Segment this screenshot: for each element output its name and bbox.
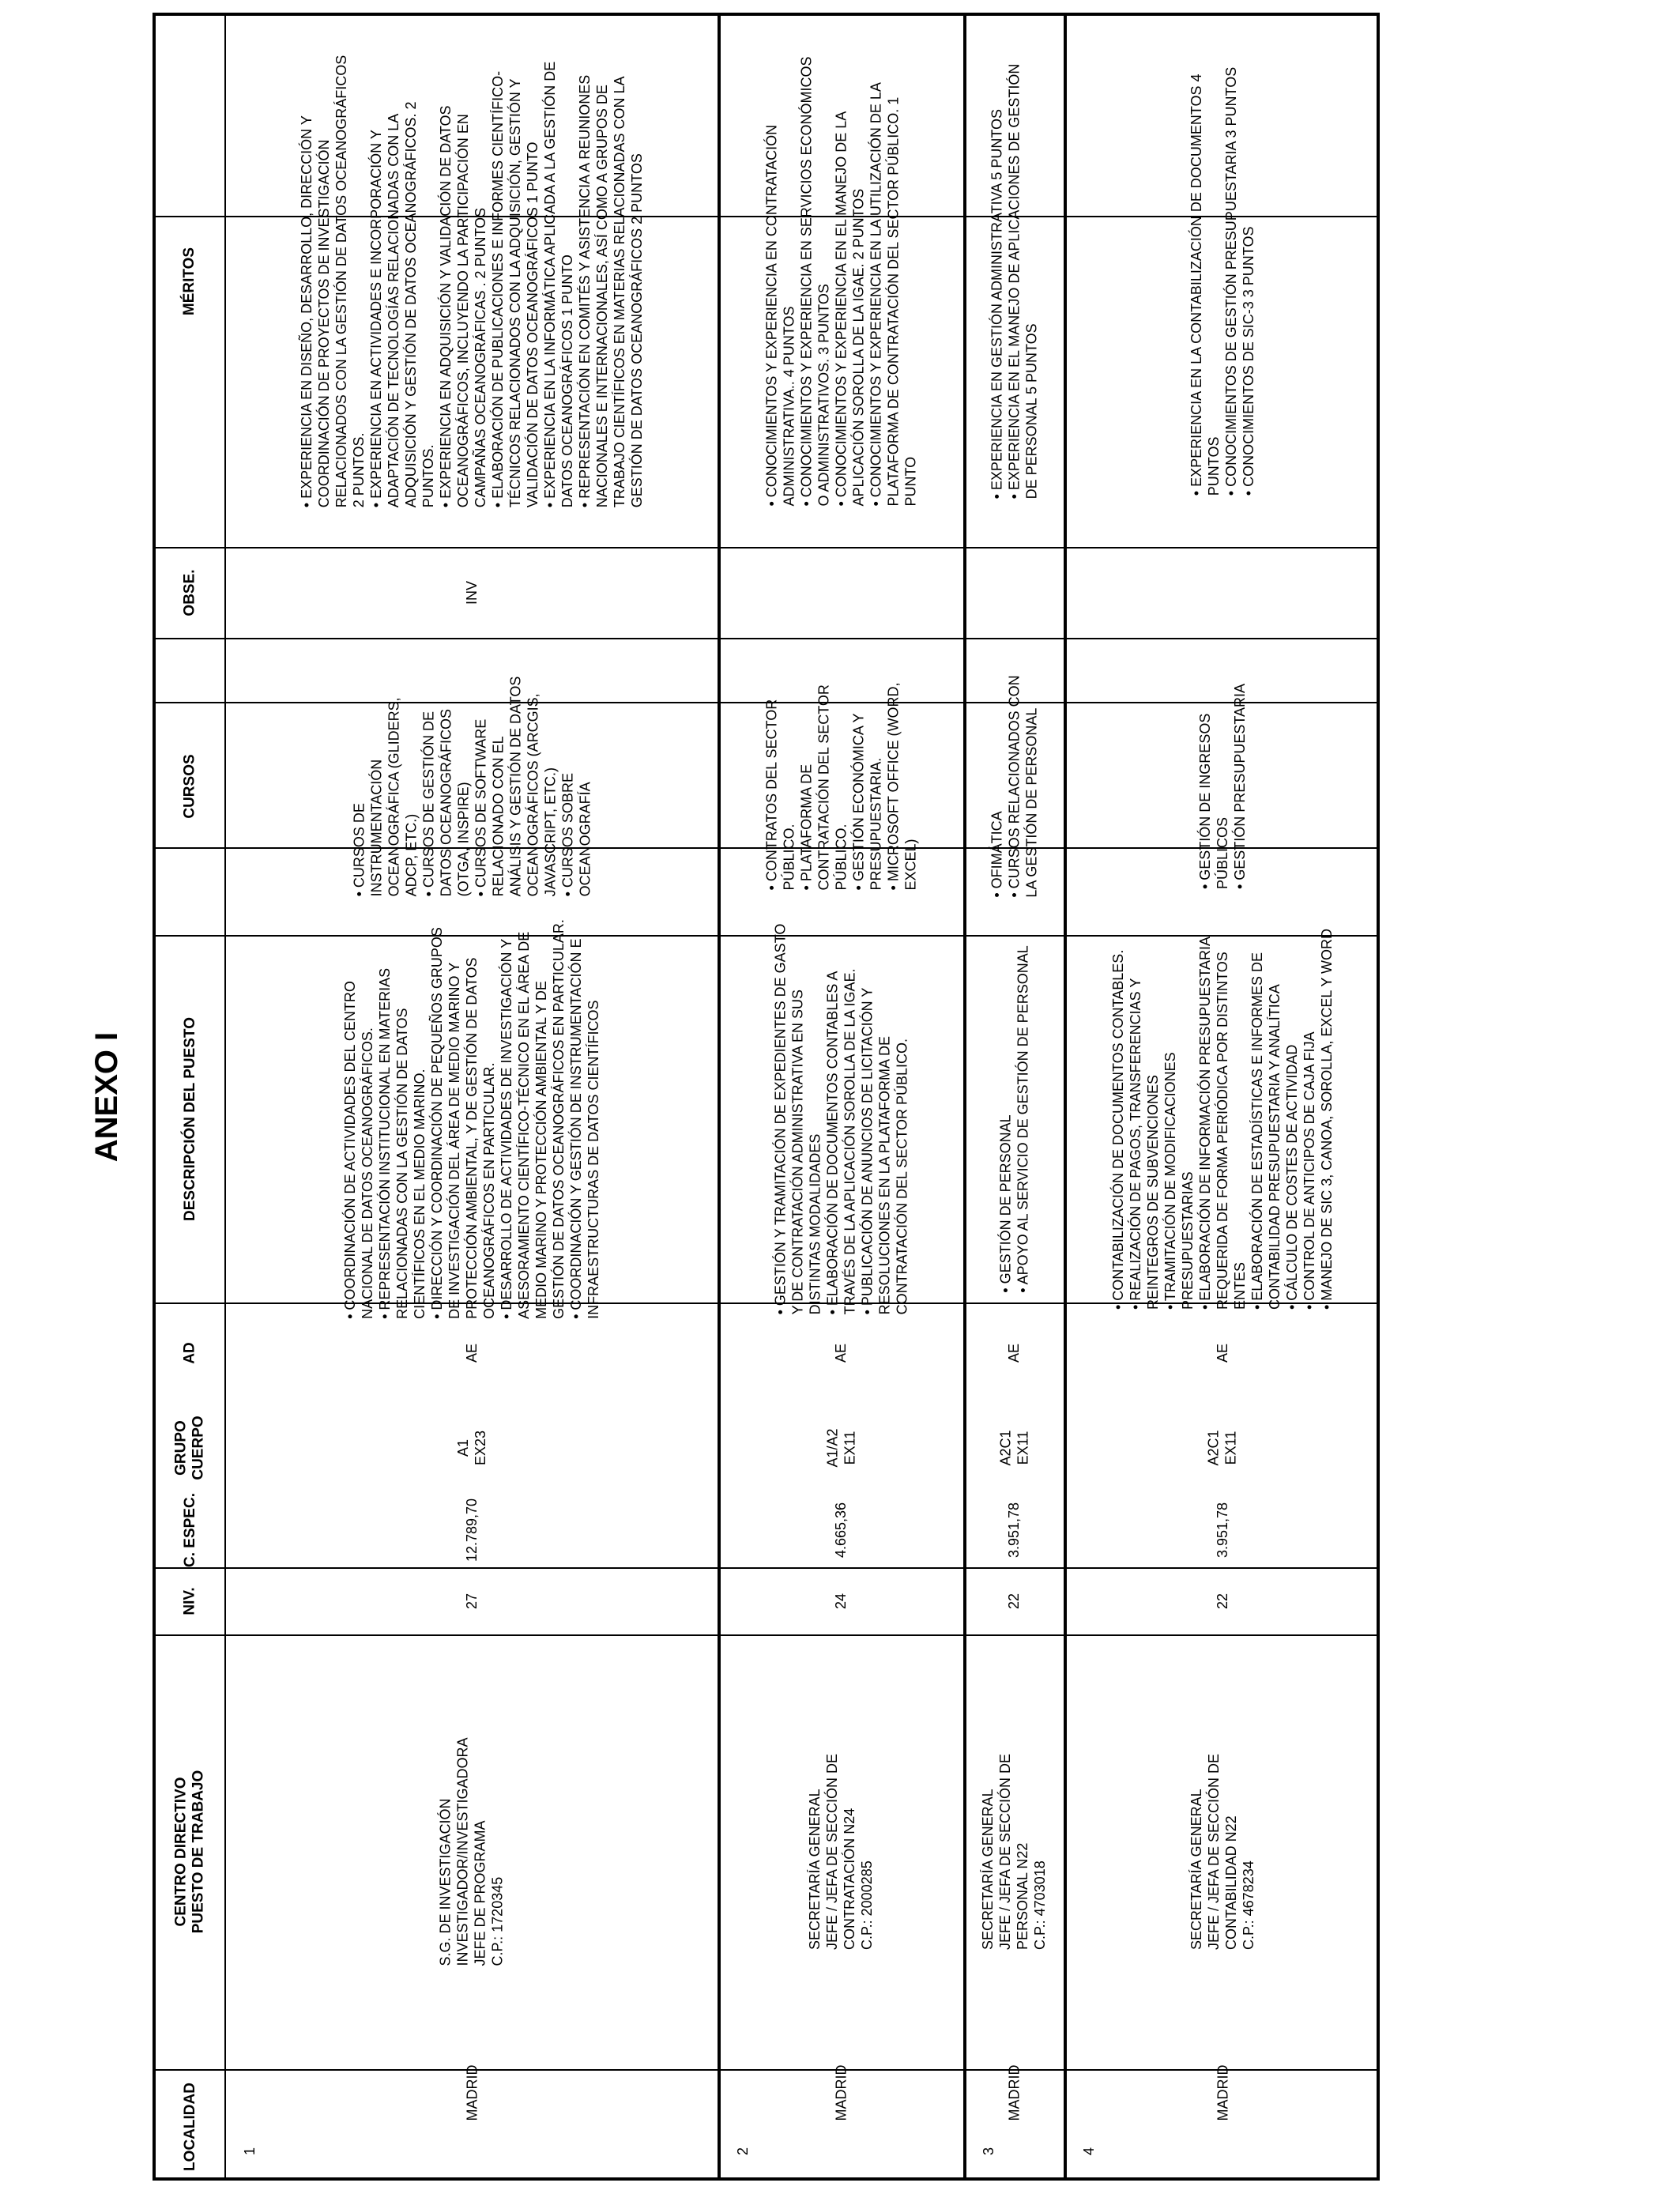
row-2-cespec: 4.665,36 <box>833 1502 849 1558</box>
row-1-grupo-line: EX23 <box>472 1430 488 1465</box>
row-1-meritos-line: • ELABORACIÓN DE PUBLICACIONES E INFORMES CIENTÍFICO- <box>489 70 506 508</box>
row-2-descripcion-line: Y DE CONTRATACIÓN ADMINISTRATIVA EN SUS <box>789 989 806 1314</box>
row-2-niv: 24 <box>833 1593 849 1609</box>
row-2-centro-line: C.P.: 2000285 <box>859 1860 876 1951</box>
row-4-descripcion-cell <box>1065 928 1380 1310</box>
row-4-niv: 22 <box>1215 1593 1230 1609</box>
row-4-centro-line: C.P.: 4678234 <box>1241 1860 1256 1951</box>
row-4-centro-line: JEFE / JEFA DE SECCIÓN DE <box>1206 1753 1222 1951</box>
row-1-meritos-line: • EXPERIENCIA EN ADQUISICIÓN Y VALIDACIÓN DE DATOS <box>437 105 454 508</box>
row-3-centro-line: C.P.: 4703018 <box>1032 1860 1049 1951</box>
row-1-grupo-cell <box>226 1403 718 1492</box>
row-1-cursos-cell <box>226 638 718 935</box>
row-2-cursos-line: • MICROSOFT OFFICE (WORD, <box>885 682 902 891</box>
row-1-obse-cell <box>226 547 718 638</box>
row-1-meritos-line: • REPRESENTACIÓN EN COMITÉS Y ASISTENCIA A REUNIONES <box>576 74 593 508</box>
row-1-meritos-line: • EXPERIENCIA EN ACTIVIDADES E INCORPORACIÓN Y <box>367 130 384 508</box>
header-grupo-label: GRUPO <box>172 1419 190 1476</box>
row-1-centro-cell <box>226 1634 718 2069</box>
row-2-descripcion-line: • GESTIÓN Y TRAMITACIÓN DE EXPEDIENTES DE GASTO <box>772 923 789 1314</box>
row-2-descripcion-line: DISTINTAS MODALIDADES <box>807 1133 823 1314</box>
row-2-centro-line: JEFE / JEFA DE SECCIÓN DE <box>824 1753 841 1951</box>
row-4-cursos-cell <box>1065 638 1380 935</box>
row-1-grupo-line: A1 <box>454 1438 471 1457</box>
row-4-cursos-line: • GESTIÓN PRESUPUESTARIA <box>1231 683 1248 890</box>
row-2-ad-cell <box>719 1302 963 1403</box>
row-3-cespec-cell <box>965 1492 1064 1567</box>
row-4-niv-cell <box>1065 1567 1380 1634</box>
row-3-meritos-line: • EXPERIENCIA EN GESTIÓN ADMINISTRATIVA 5 PUNTOS <box>989 108 1005 499</box>
row-4-grupo-line: EX11 <box>1223 1431 1239 1465</box>
row-4-cursos-line: PÚBLICOS <box>1214 816 1230 890</box>
row-1-descripcion-line: GESTIÓN DE DATOS OCEANOGRÁFICOS EN PARTICULAR. <box>551 918 567 1319</box>
header-meritos <box>156 16 224 547</box>
header-cespec <box>156 1492 224 1567</box>
header-descripcion <box>156 935 224 1302</box>
row-1-descripcion-line: RELACIONADAS CON LA GESTIÓN DE DATOS <box>394 1007 410 1319</box>
row-2-meritos-line: • CONOCIMIENTOS Y EXPERIENCIA EN SERVICIOS ECONÓMICOS <box>798 56 815 507</box>
row-3-centro-cell <box>965 1634 1064 2069</box>
page-title: ANEXO I <box>89 1031 124 1163</box>
row-1-cursos-line: OCEANOGRÁFICA (GLIDERS, <box>385 697 401 897</box>
row-4-descripcion-line: ENTES <box>1232 1261 1248 1310</box>
row-1-cursos-line: ADCP, ETC.) <box>402 813 419 897</box>
row-1-meritos-line: VALIDACIÓN DE DATOS OCEANOGRÁFICOS 1 PUNTO <box>524 141 541 508</box>
row-1-descripcion-line: PROTECCIÓN AMBIENTAL, Y DE GESTIÓN DE DATOS <box>464 956 480 1319</box>
row-1-cursos-line: JAVASCRIPT, ETC.) <box>541 767 558 897</box>
header-niv-label: NIV. <box>181 1586 198 1615</box>
row-1-meritos-cell <box>226 16 718 547</box>
row-1-cespec: 12.789,70 <box>463 1498 480 1562</box>
row-3-grupo-line: A2C1 <box>997 1429 1014 1466</box>
row-2-cursos-line: • GESTIÓN ECONÓMICA Y <box>850 713 867 891</box>
row-2-meritos-cell <box>719 16 963 547</box>
row-2-niv-cell <box>719 1567 963 1634</box>
row-2-descripcion-line: • ELABORACIÓN DE DOCUMENTOS CONTABLES A <box>824 971 841 1314</box>
row-4-descripcion-line: • CONTABILIZACIÓN DE DOCUMENTOS CONTABLES. <box>1110 949 1126 1310</box>
row-1-cespec-cell <box>226 1492 718 1567</box>
row-1-meritos-line: COORDINACIÓN DE PROYECTOS DE INVESTIGACIÓN <box>315 139 332 508</box>
row-1-num: 1 <box>241 2147 258 2155</box>
row-1-centro-line: INVESTIGADOR/INVESTIGADORA <box>454 1737 471 1966</box>
row-1-descripcion-line: INFRAESTRUCTURAS DE DATOS CIENTÍFICOS <box>586 1000 601 1319</box>
row-4-centro-cell <box>1065 1634 1380 2069</box>
header-descripcion-label: DESCRIPCIÓN DEL PUESTO <box>181 1016 198 1221</box>
row-4-descripcion-line: REINTEGROS DE SUBVENCIONES <box>1145 1074 1161 1310</box>
row-1-meritos-line: CAMPAÑAS OCEANOGRÁFICAS . 2 PUNTOS <box>472 207 488 508</box>
row-2-num: 2 <box>734 2147 751 2155</box>
row-4-meritos-line: • EXPERIENCIA EN LA CONTABILIZACIÓN DE DOCUMENTOS 4 <box>1188 74 1204 496</box>
row-1-descripcion-line: • COORDINACIÓN DE ACTIVIDADES DEL CENTRO <box>342 980 358 1319</box>
row-1-meritos-line: ADAPTACIÓN DE TECNOLOGÍAS RELACIONADAS CON LA <box>385 113 401 508</box>
row-1-meritos-line: RELACIONADOS CON LA GESTIÓN DE DATOS OCEANOGRÁFICOS <box>333 55 349 508</box>
row-1-ad: AE <box>463 1343 480 1363</box>
row-2-descripcion-line: RESOLUCIONES EN LA PLATAFORMA DE <box>876 1035 893 1314</box>
row-4-obse-cell <box>1065 547 1380 638</box>
header-cursos-label: CURSOS <box>181 754 198 819</box>
header-localidad <box>156 2069 224 2184</box>
row-3-meritos-cell <box>965 16 1064 547</box>
row-1-meritos-line: OCEANOGRÁFICOS, INCLUYENDO LA PARTICIPACIÓN EN <box>454 114 471 508</box>
header-niv <box>156 1567 224 1634</box>
row-4-descripcion-line: • TRAMITACIÓN DE MODIFICACIONES <box>1162 1051 1178 1310</box>
header-cuerpo-label: CUERPO <box>190 1415 207 1480</box>
row-4-meritos-line: • CONOCIMIENTOS DE GESTIÓN PRESUPUESTARIA 3 PUNTOS <box>1223 66 1239 496</box>
row-1-centro-line: C.P.: 1720345 <box>489 1876 506 1966</box>
row-2-grupo-line: EX11 <box>842 1431 858 1465</box>
row-1-cursos-line: • CURSOS DE GESTIÓN DE <box>420 711 436 897</box>
row-2-obse-cell <box>719 547 963 638</box>
row-4-num: 4 <box>1080 2147 1097 2155</box>
row-1-cursos-line: OCEANOGRÁFICOS (ARCGIS, <box>524 693 541 897</box>
row-4-centro-line: CONTABILIDAD N22 <box>1223 1815 1239 1951</box>
row-4-grupo-cell <box>1065 1403 1380 1492</box>
row-2-cursos-line: PRESUPUESTARIA. <box>868 757 884 891</box>
row-3-cespec: 3.951,78 <box>1006 1502 1023 1558</box>
row-2-meritos-line: O ADMINISTRATIVOS. 3 PUNTOS <box>816 284 832 507</box>
row-2-cursos-line: • CONTRATOS DEL SECTOR <box>763 699 780 891</box>
row-2-meritos-line: • CONOCIMIENTOS Y EXPERIENCIA EN CONTRATACIÓN <box>763 124 780 507</box>
row-3-meritos-line: DE PERSONAL 5 PUNTOS <box>1023 323 1040 499</box>
row-1-centro-line: JEFE DE PROGRAMA <box>472 1820 488 1966</box>
row-3-obse-cell <box>965 547 1064 638</box>
row-1-cursos-line: • CURSOS DE SOFTWARE <box>472 718 488 897</box>
anexo-table <box>153 13 1380 2181</box>
row-1-cursos-line: OCEANOGRAFÍA <box>576 782 593 897</box>
row-1-centro-line: S.G. DE INVESTIGACIÓN <box>437 1798 454 1966</box>
row-2-meritos-line: APLICACIÓN SOROLLA DE LA IGAE. 2 PUNTOS <box>850 188 867 507</box>
header-meritos-label: MÉRITOS <box>181 247 198 316</box>
row-2-cursos-line: PÚBLICO. <box>833 824 849 891</box>
row-2-num-cell <box>719 2118 767 2184</box>
row-2-localidad: MADRID <box>833 2064 849 2121</box>
row-1-descripcion-line: • COORDINACIÓN Y GESTIÓN DE INSTRUMENTACIÓN E <box>568 938 584 1319</box>
row-4-descripcion-line: • MANEJO DE SIC 3, CANOA, SOROLLA, EXCEL Y WORD <box>1319 928 1335 1310</box>
row-3-centro-line: JEFE / JEFA DE SECCIÓN DE <box>997 1753 1014 1951</box>
row-1-localidad: MADRID <box>464 2064 480 2121</box>
row-3-grupo-cell <box>965 1403 1064 1492</box>
row-2-centro-cell <box>719 1634 963 2069</box>
row-1-meritos-line: • EXPERIENCIA EN LA INFORMÁTICA APLICADA A LA GESTIÓN DE <box>541 61 558 508</box>
row-1-cursos-line: • CURSOS SOBRE <box>559 773 575 897</box>
row-2-cursos-line: • PLATAFORMA DE <box>798 763 815 891</box>
header-cursos <box>156 638 224 935</box>
header-obse <box>156 547 224 638</box>
row-4-meritos-cell <box>1065 16 1380 547</box>
row-4-descripcion-line: REQUERIDA DE FORMA PERIÓDICA POR DISTINTOS <box>1215 951 1230 1310</box>
row-4-centro-line: SECRETARÍA GENERAL <box>1188 1789 1204 1951</box>
row-4-descripcion-line: PRESUPUESTARIAS <box>1180 1171 1196 1310</box>
row-3-niv-cell <box>965 1567 1064 1634</box>
row-1-obse: INV <box>463 580 480 605</box>
row-1-cursos-line: ANÁLISIS Y GESTIÓN DE DATOS <box>507 676 523 897</box>
row-1-descripcion-line: • DESARROLLO DE ACTIVIDADES DE INVESTIGACIÓN Y <box>499 938 514 1319</box>
row-1-meritos-line: TRABAJO CIENTÍFICOS EN MATERIAS RELACIONADAS CON LA <box>611 76 627 508</box>
header-ad <box>156 1302 224 1403</box>
row-1-meritos-line: NACIONALES E INTERNACIONALES, ASÍ COMO A GRUPOS DE <box>593 85 610 508</box>
row-2-meritos-line: PLATAFORMA DE CONTRATACIÓN DEL SECTOR PÚBLICO. 1 <box>885 96 902 507</box>
header-ad-label: AD <box>181 1341 198 1364</box>
row-1-descripcion-cell <box>226 918 718 1319</box>
row-1-niv-cell <box>226 1567 718 1634</box>
row-3-centro-line: SECRETARÍA GENERAL <box>980 1789 996 1951</box>
row-2-cursos-line: CONTRATACIÓN DEL SECTOR <box>816 684 832 891</box>
row-4-num-cell <box>1065 2118 1113 2184</box>
row-1-descripcion-line: • REPRESENTACIÓN INSTITUCIONAL EN MATERIAS <box>377 967 393 1319</box>
row-4-descripcion-line: • CÁLCULO DE COSTES DE ACTIVIDAD <box>1284 1044 1300 1310</box>
row-2-centro-line: SECRETARÍA GENERAL <box>807 1789 823 1951</box>
row-1-descripcion-line: NACIONAL DE DATOS OCEANOGRÁFICOS. <box>360 1027 375 1319</box>
row-1-num-cell <box>226 2118 273 2184</box>
header-localidad-label: LOCALIDAD <box>181 2082 198 2171</box>
row-4-cespec: 3.951,78 <box>1214 1502 1230 1558</box>
row-3-cursos-line: • OFIMÁTICA <box>989 811 1005 898</box>
row-3-num-cell <box>965 2118 1012 2184</box>
row-2-cursos-line: EXCEL) <box>902 839 919 891</box>
row-1-meritos-line: • EXPERIENCIA EN DISEÑO, DESARROLLO, DIRECCIÓN Y <box>298 115 315 508</box>
row-1-meritos-line: DATOS OCEANOGRÁFICOS 1 PUNTO <box>559 254 575 508</box>
row-1-meritos-line: PUNTOS. <box>420 444 436 508</box>
header-centro-label: CENTRO DIRECTIVO <box>172 1777 190 1927</box>
row-1-descripcion-line: MEDIO MARINO Y PROTECCIÓN AMBIENTAL Y DE <box>533 980 549 1319</box>
row-3-localidad-cell <box>965 2064 1064 2121</box>
row-3-centro-line: PERSONAL N22 <box>1015 1842 1031 1951</box>
row-3-descripcion-line: • APOYO AL SERVICIO DE GESTIÓN DE PERSONAL <box>1015 944 1031 1293</box>
row-4-ad-cell <box>1065 1302 1380 1403</box>
row-3-grupo-line: EX11 <box>1015 1431 1031 1465</box>
row-4-descripcion-line: • REALIZACIÓN DE PAGOS, TRANSFERENCIAS Y <box>1128 978 1143 1310</box>
header-obse-label: OBSE. <box>181 568 198 616</box>
row-4-descripcion-line: • CONTROL DE ANTICIPOS DE CAJA FIJA <box>1301 1031 1317 1310</box>
row-2-localidad-cell <box>719 2064 963 2121</box>
row-3-ad: AE <box>1006 1343 1023 1363</box>
row-4-cespec-cell <box>1065 1492 1380 1567</box>
row-4-localidad: MADRID <box>1215 2064 1230 2121</box>
row-2-cursos-line: PÚBLICO. <box>781 824 797 891</box>
header-cespec-label: C. ESPEC. <box>181 1492 198 1567</box>
row-1-cursos-line: • CURSOS DE <box>350 803 367 897</box>
row-1-meritos-line: TÉCNICOS RELACIONADOS CON LA ADQUISICIÓN, GESTIÓN Y <box>507 78 523 508</box>
row-2-grupo-line: A1/A2 <box>824 1427 841 1468</box>
header-centro <box>156 1634 224 2069</box>
row-4-meritos-line: • CONOCIMIENTOS DE SIC-3 3 PUNTOS <box>1241 226 1256 496</box>
row-2-grupo-cell <box>719 1403 963 1492</box>
row-1-cursos-line: DATOS OCEANOGRÁFICOS <box>437 709 454 897</box>
row-4-meritos-line: PUNTOS <box>1206 436 1222 496</box>
row-3-niv: 22 <box>1006 1593 1023 1609</box>
row-3-cursos-cell <box>965 638 1064 935</box>
row-1-descripcion-line: • DIRECCIÓN Y COORDINACIÓN DE PEQUEÑOS GRUPOS <box>429 926 445 1319</box>
row-1-cursos-line: (OTGA, INSPIRE) <box>454 782 471 897</box>
header-grupo <box>156 1403 224 1492</box>
row-2-centro-line: CONTRATACIÓN N24 <box>842 1808 858 1951</box>
row-4-localidad-cell <box>1065 2064 1380 2121</box>
row-1-niv: 27 <box>464 1593 480 1609</box>
row-2-meritos-line: ADMINISTRATIVA.. 4 PUNTOS <box>781 306 797 507</box>
row-2-ad: AE <box>833 1343 849 1363</box>
row-4-cursos-line: • GESTIÓN DE INGRESOS <box>1196 713 1213 890</box>
row-2-meritos-line: • CONOCIMIENTOS Y EXPERIENCIA EN EL MANEJO DE LA <box>833 111 849 507</box>
row-2-meritos-line: • CONOCIMIENTOS Y EXPERIENCIA EN LA UTILIZACIÓN DE LA <box>868 82 884 507</box>
row-1-meritos-line: 2 PUNTOS. <box>350 432 367 508</box>
row-1-cursos-line: INSTRUMENTACIÓN <box>367 759 384 897</box>
row-3-cursos-line: LA GESTIÓN DE PERSONAL <box>1023 707 1040 898</box>
row-2-descripcion-line: • PUBLICACIÓN DE ANUNCIOS DE LICITACIÓN Y <box>859 987 876 1314</box>
header-puesto-label: PUESTO DE TRABAJO <box>190 1770 207 1934</box>
row-3-ad-cell <box>965 1302 1064 1403</box>
row-1-descripcion-line: ASESORAMIENTO CIENTÍFICO-TÉCNICO EN EL ÁREA DE <box>516 931 532 1319</box>
row-3-descripcion-cell <box>965 935 1064 1302</box>
row-2-descripcion-line: TRAVÉS DE LA APLICACIÓN SOROLLA DE LA IGAE. <box>842 968 858 1314</box>
row-4-descripcion-line: CONTABILIDAD PRESUPUESTARIA Y ANALÍTICA <box>1267 983 1283 1310</box>
row-2-descripcion-line: CONTRATACIÓN DEL SECTOR PÚBLICO. <box>894 1038 910 1314</box>
row-1-localidad-cell <box>226 2064 718 2121</box>
row-3-num: 3 <box>980 2147 996 2155</box>
row-4-ad: AE <box>1214 1343 1230 1363</box>
row-4-descripcion-line: • ELABORACIÓN DE ESTADÍSTICAS E INFORMES DE <box>1249 952 1265 1310</box>
row-4-descripcion-line: • ELABORACIÓN DE INFORMACIÓN PRESUPUESTARIA <box>1197 936 1213 1310</box>
row-3-localidad: MADRID <box>1006 2064 1023 2121</box>
row-3-descripcion-line: • GESTIÓN DE PERSONAL <box>997 1114 1014 1293</box>
row-3-meritos-line: • EXPERIENCIA EN EL MANEJO DE APLICACIONES DE GESTIÓN <box>1006 63 1023 499</box>
row-1-descripcion-line: CIENTÍFICOS EN EL MEDIO MARINO. <box>412 1069 428 1319</box>
row-2-cursos-cell <box>719 638 963 935</box>
row-1-meritos-line: ADQUISICIÓN Y GESTIÓN DE DATOS OCEANOGRÁFICOS. 2 <box>402 101 419 508</box>
row-4-grupo-line: A2C1 <box>1206 1429 1222 1466</box>
row-1-descripcion-line: DE INVESTIGACIÓN DEL ÁREA DE MEDIO MARINO Y <box>446 962 462 1319</box>
row-1-meritos-line: GESTIÓN DE DATOS OCEANOGRÁFICOS 2 PUNTOS <box>628 153 645 508</box>
row-2-meritos-line: PUNTO <box>902 456 919 507</box>
row-1-descripcion-line: OCEANOGRÁFICOS EN PARTICULAR. <box>481 1061 497 1319</box>
row-3-cursos-line: • CURSOS RELACIONADOS CON <box>1006 675 1023 898</box>
row-2-cespec-cell <box>719 1492 963 1567</box>
row-1-cursos-line: RELACIONADO CON EL <box>489 736 506 897</box>
row-2-descripcion-cell <box>719 923 963 1314</box>
